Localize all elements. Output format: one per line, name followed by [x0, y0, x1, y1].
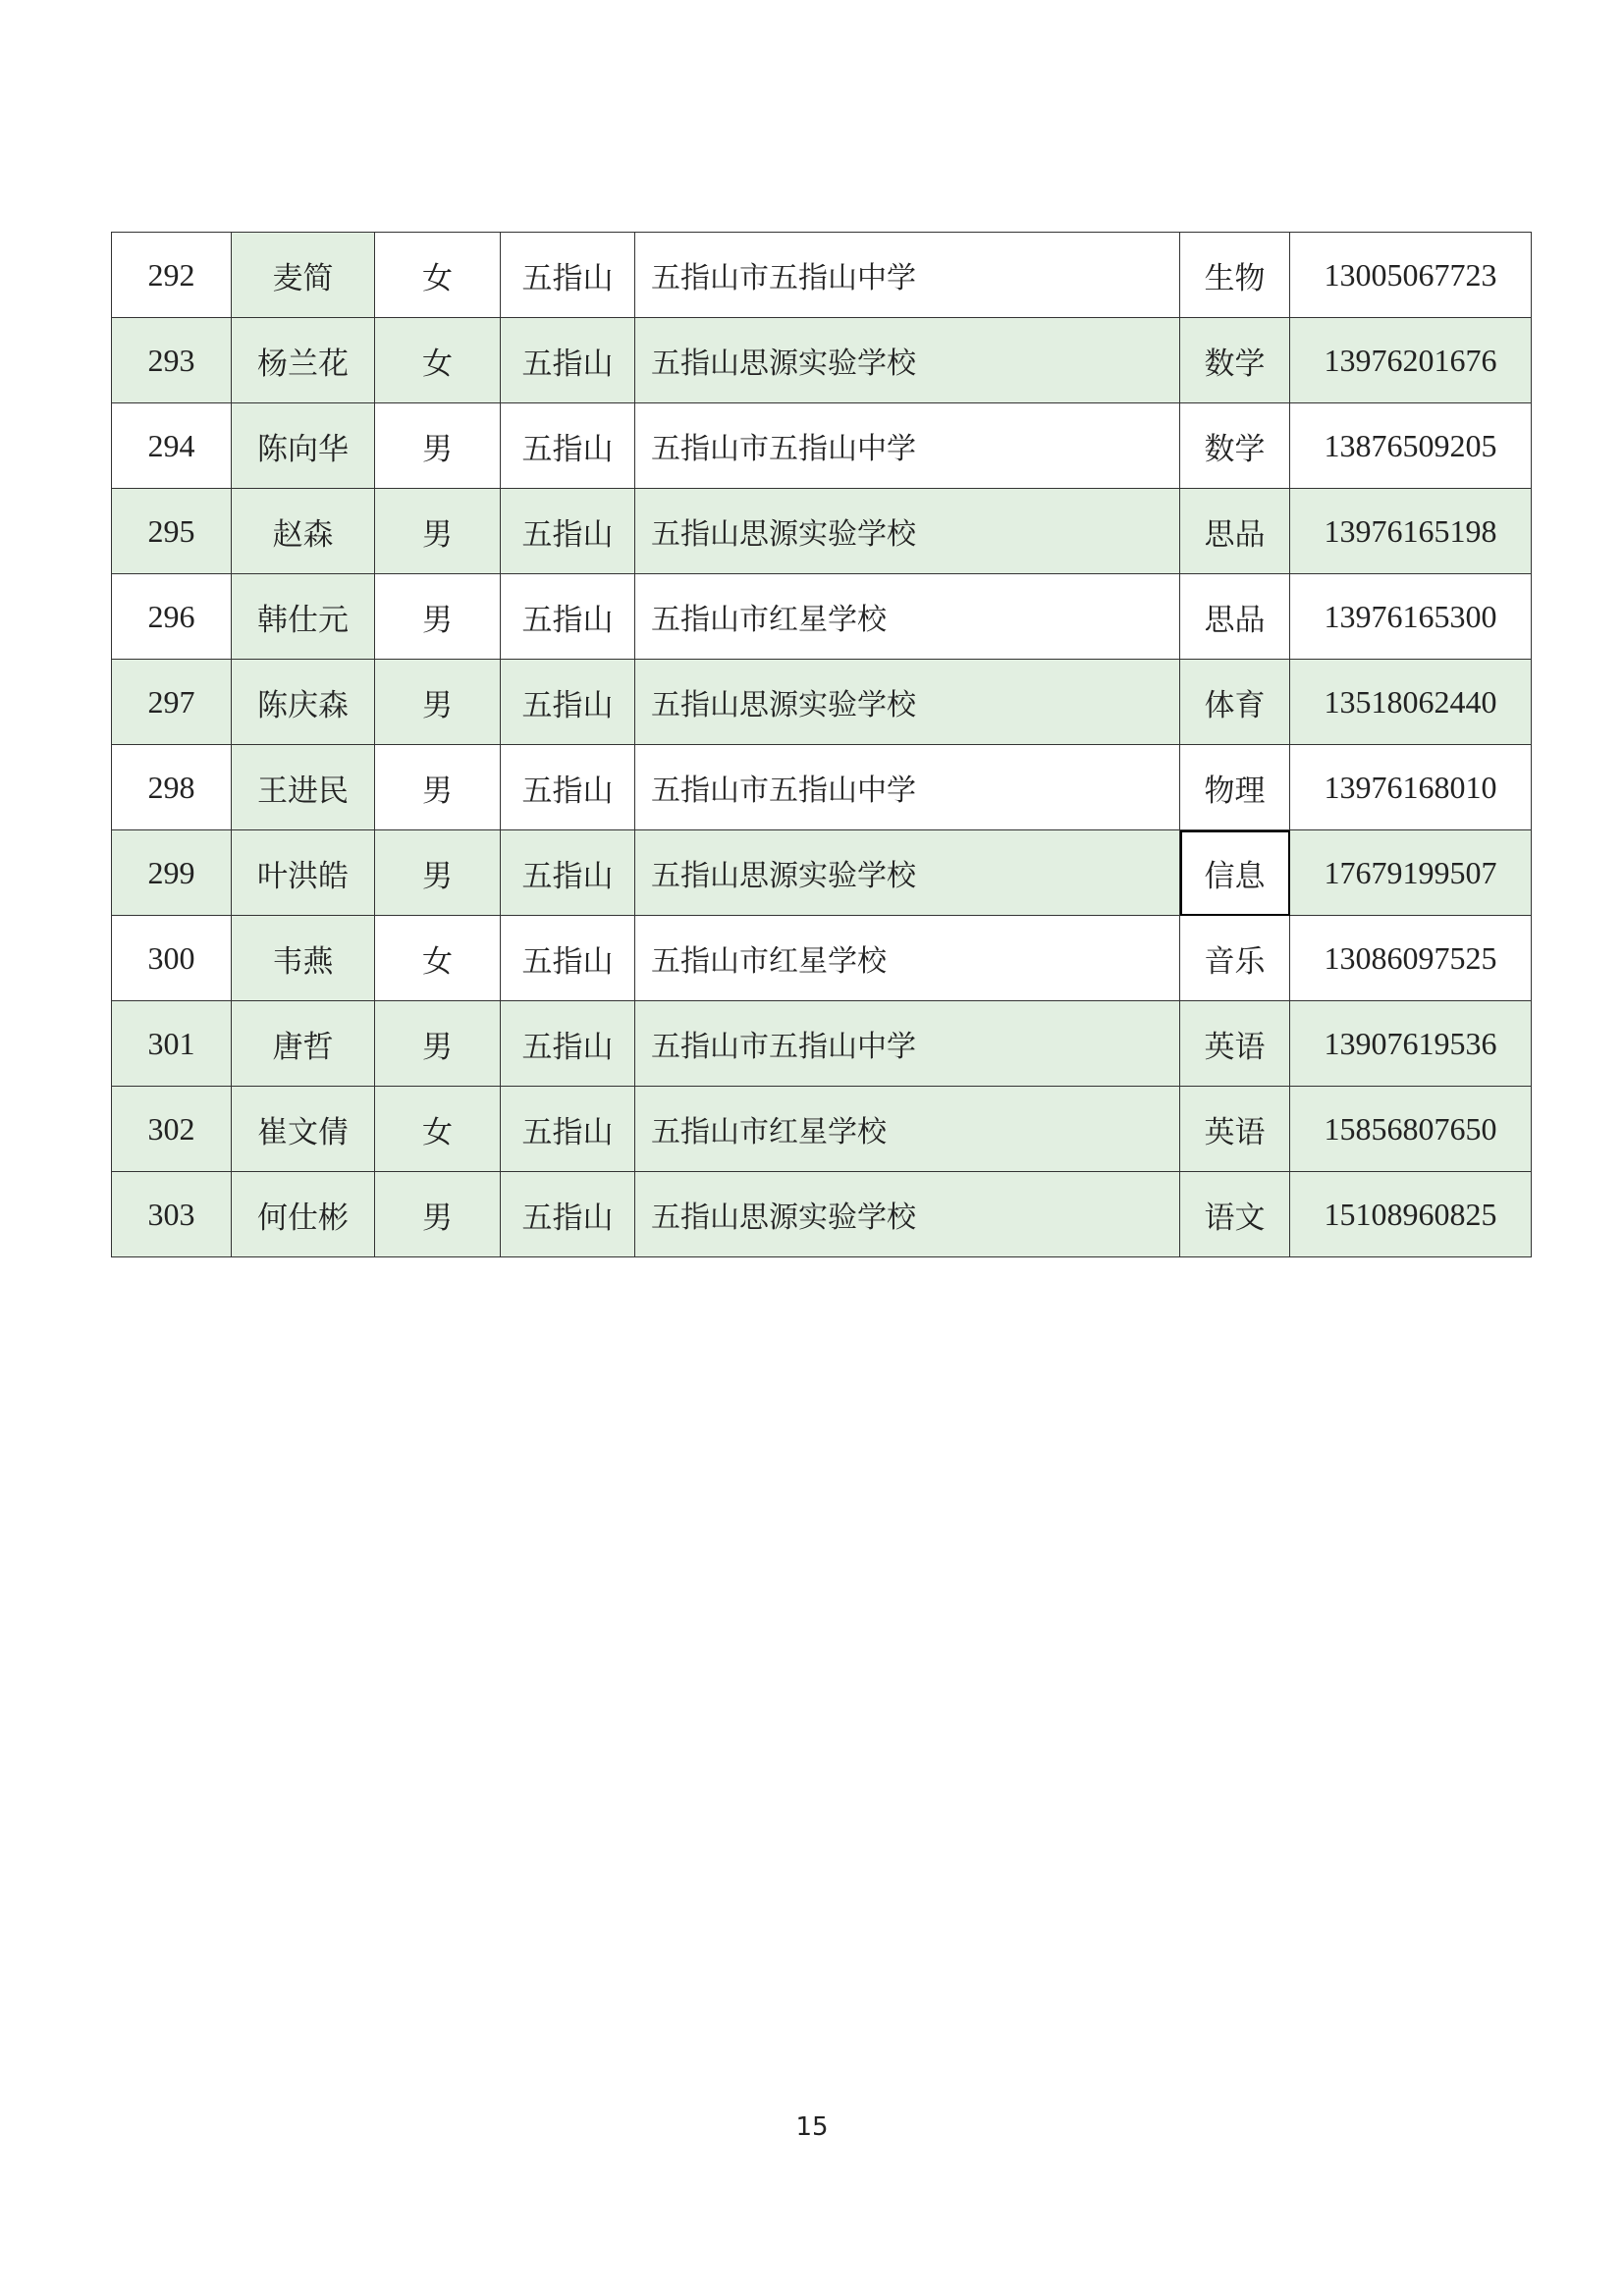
region-cell: 五指山 — [501, 574, 635, 660]
row-number: 295 — [112, 489, 232, 574]
subject-cell: 生物 — [1180, 233, 1290, 318]
school-cell: 五指山市五指山中学 — [635, 233, 1180, 318]
subject-cell: 语文 — [1180, 1172, 1290, 1257]
school-cell: 五指山思源实验学校 — [635, 489, 1180, 574]
teacher-name: 何仕彬 — [232, 1172, 375, 1257]
row-number: 301 — [112, 1001, 232, 1087]
region-cell: 五指山 — [501, 233, 635, 318]
phone-cell: 15108960825 — [1290, 1172, 1532, 1257]
school-cell: 五指山市红星学校 — [635, 574, 1180, 660]
table-row — [112, 489, 1532, 574]
table-row — [112, 574, 1532, 660]
table-row — [112, 745, 1532, 830]
table-row — [112, 318, 1532, 403]
row-number: 296 — [112, 574, 232, 660]
region-cell: 五指山 — [501, 1001, 635, 1087]
school-cell: 五指山市红星学校 — [635, 916, 1180, 1001]
table-row — [112, 403, 1532, 489]
gender-cell: 女 — [375, 916, 501, 1001]
table-row — [112, 1087, 1532, 1172]
region-cell: 五指山 — [501, 318, 635, 403]
row-number: 300 — [112, 916, 232, 1001]
school-cell: 五指山思源实验学校 — [635, 660, 1180, 745]
teacher-roster-table — [111, 232, 1532, 1257]
region-cell: 五指山 — [501, 489, 635, 574]
subject-cell: 思品 — [1180, 489, 1290, 574]
gender-cell: 男 — [375, 745, 501, 830]
gender-cell: 男 — [375, 574, 501, 660]
page-number: 15 — [795, 2112, 829, 2142]
phone-cell: 15856807650 — [1290, 1087, 1532, 1172]
teacher-name: 叶洪皓 — [232, 830, 375, 916]
gender-cell: 男 — [375, 1172, 501, 1257]
subject-cell: 音乐 — [1180, 916, 1290, 1001]
phone-cell: 13086097525 — [1290, 916, 1532, 1001]
teacher-name: 赵森 — [232, 489, 375, 574]
gender-cell: 男 — [375, 830, 501, 916]
region-cell: 五指山 — [501, 403, 635, 489]
teacher-name: 韩仕元 — [232, 574, 375, 660]
row-number: 294 — [112, 403, 232, 489]
phone-cell: 13518062440 — [1290, 660, 1532, 745]
phone-cell: 13976165300 — [1290, 574, 1532, 660]
region-cell: 五指山 — [501, 830, 635, 916]
region-cell: 五指山 — [501, 660, 635, 745]
school-cell: 五指山思源实验学校 — [635, 318, 1180, 403]
table-row — [112, 1172, 1532, 1257]
row-number: 303 — [112, 1172, 232, 1257]
phone-cell: 13976201676 — [1290, 318, 1532, 403]
teacher-name: 王进民 — [232, 745, 375, 830]
table-row — [112, 830, 1532, 916]
subject-cell: 物理 — [1180, 745, 1290, 830]
gender-cell: 女 — [375, 1087, 501, 1172]
row-number: 298 — [112, 745, 232, 830]
subject-cell: 体育 — [1180, 660, 1290, 745]
teacher-name: 杨兰花 — [232, 318, 375, 403]
gender-cell: 女 — [375, 318, 501, 403]
row-number: 299 — [112, 830, 232, 916]
subject-cell-selected[interactable]: 信息 — [1180, 830, 1290, 916]
subject-cell: 思品 — [1180, 574, 1290, 660]
row-number: 292 — [112, 233, 232, 318]
gender-cell: 男 — [375, 660, 501, 745]
gender-cell: 男 — [375, 403, 501, 489]
region-cell: 五指山 — [501, 1087, 635, 1172]
table-row — [112, 1001, 1532, 1087]
teacher-name: 唐哲 — [232, 1001, 375, 1087]
teacher-name: 陈庆森 — [232, 660, 375, 745]
phone-cell: 13976165198 — [1290, 489, 1532, 574]
gender-cell: 男 — [375, 1001, 501, 1087]
teacher-name: 麦简 — [232, 233, 375, 318]
subject-cell: 数学 — [1180, 318, 1290, 403]
phone-cell: 17679199507 — [1290, 830, 1532, 916]
region-cell: 五指山 — [501, 916, 635, 1001]
school-cell: 五指山思源实验学校 — [635, 830, 1180, 916]
teacher-name: 崔文倩 — [232, 1087, 375, 1172]
table-row — [112, 233, 1532, 318]
table-row — [112, 916, 1532, 1001]
school-cell: 五指山思源实验学校 — [635, 1172, 1180, 1257]
school-cell: 五指山市五指山中学 — [635, 403, 1180, 489]
phone-cell: 13907619536 — [1290, 1001, 1532, 1087]
row-number: 293 — [112, 318, 232, 403]
table-row — [112, 660, 1532, 745]
school-cell: 五指山市五指山中学 — [635, 745, 1180, 830]
region-cell: 五指山 — [501, 1172, 635, 1257]
row-number: 297 — [112, 660, 232, 745]
phone-cell: 13876509205 — [1290, 403, 1532, 489]
teacher-name: 韦燕 — [232, 916, 375, 1001]
subject-cell: 英语 — [1180, 1087, 1290, 1172]
row-number: 302 — [112, 1087, 232, 1172]
gender-cell: 男 — [375, 489, 501, 574]
teacher-name: 陈向华 — [232, 403, 375, 489]
phone-cell: 13976168010 — [1290, 745, 1532, 830]
subject-cell: 英语 — [1180, 1001, 1290, 1087]
school-cell: 五指山市五指山中学 — [635, 1001, 1180, 1087]
gender-cell: 女 — [375, 233, 501, 318]
school-cell: 五指山市红星学校 — [635, 1087, 1180, 1172]
phone-cell: 13005067723 — [1290, 233, 1532, 318]
region-cell: 五指山 — [501, 745, 635, 830]
subject-cell: 数学 — [1180, 403, 1290, 489]
